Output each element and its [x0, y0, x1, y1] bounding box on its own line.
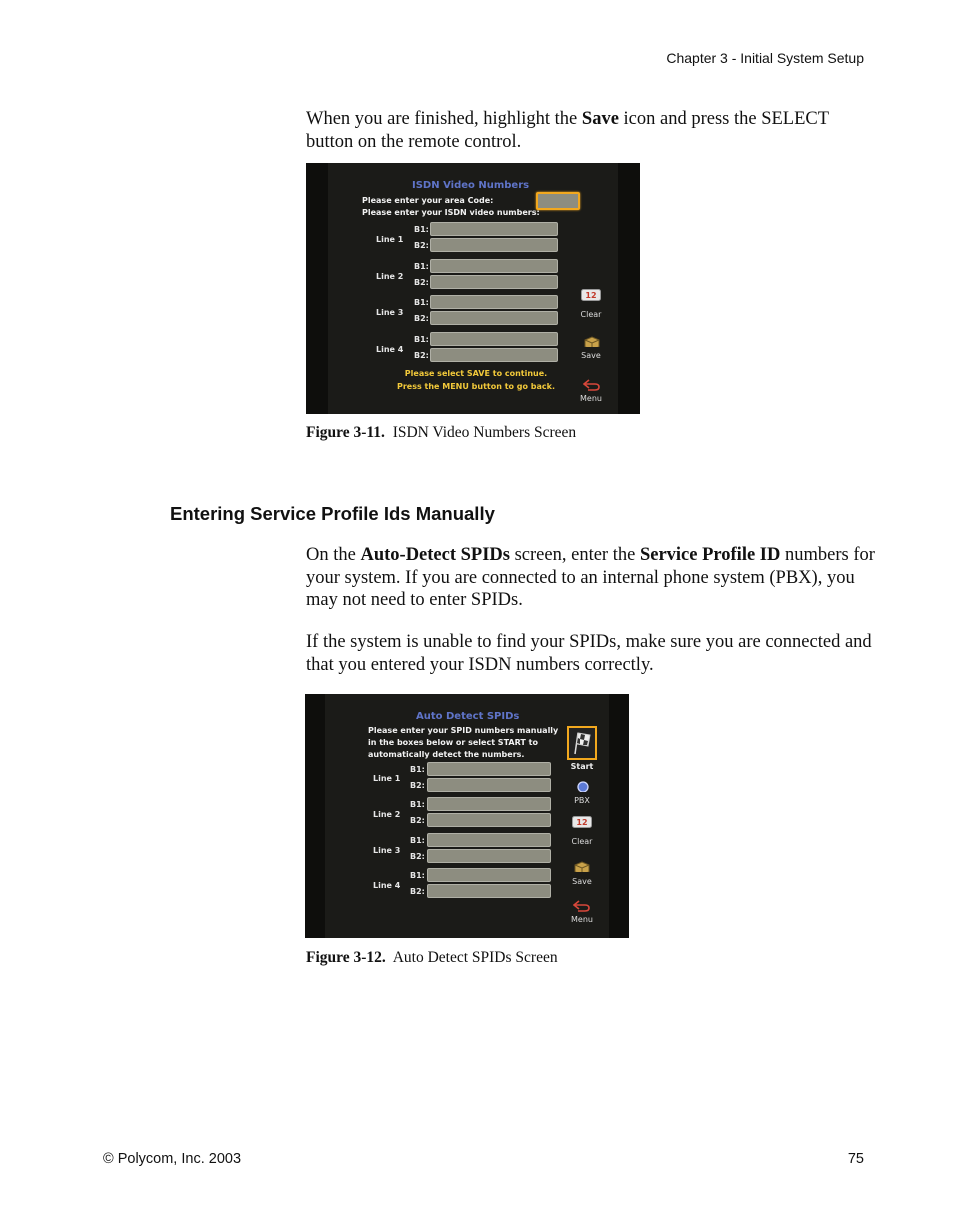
intro-paragraph: When you are finished, highlight the Save icon and press the SELECT button on the remote control.: [306, 109, 829, 152]
line-4-b2-label: B2:: [414, 351, 429, 360]
figure-3-11-caption: Figure 3-11. ISDN Video Numbers Screen: [306, 424, 577, 441]
spid-paragraph-2: If the system is unable to find your SPIDs, make sure you are connected and that you entered your ISDN numbers correctly.: [306, 632, 872, 675]
line-1-b2-field[interactable]: [427, 778, 551, 792]
line-3-label: Line 3: [373, 846, 401, 855]
line-3-b1-field[interactable]: [430, 295, 558, 309]
line-1-b1-field[interactable]: [430, 222, 558, 236]
line-4-b2-label: B2:: [410, 887, 425, 896]
line-2-b2-label: B2:: [414, 278, 429, 287]
clear-icon: [581, 289, 601, 301]
copyright: © Polycom, Inc. 2003: [103, 1151, 242, 1167]
save-note: Please select SAVE to continue.: [404, 369, 548, 378]
save-icon: [573, 860, 593, 872]
page-number: 75: [847, 1151, 864, 1167]
line-3-label: Line 3: [376, 308, 404, 317]
line-1-b1-label: B1:: [410, 765, 425, 774]
line-2-b2-label: B2:: [410, 816, 425, 825]
line-1-b2-field[interactable]: [430, 238, 558, 252]
line-4-label: Line 4: [376, 345, 404, 354]
line-2-b1-label: B1:: [410, 800, 425, 809]
line-4-b1-label: B1:: [410, 871, 425, 880]
line-3-b2-field[interactable]: [430, 311, 558, 325]
line-1-b1-label: B1:: [414, 225, 429, 234]
line-1-label: Line 1: [376, 235, 404, 244]
line-2-b2-field[interactable]: [430, 275, 558, 289]
back-arrow-icon: [573, 900, 593, 912]
video-numbers-prompt: Please enter your ISDN video numbers:: [362, 208, 540, 217]
running-header: Chapter 3 - Initial System Setup: [666, 50, 864, 66]
line-2-b1-field[interactable]: [427, 797, 551, 811]
auto-detect-spids-screenshot: Auto Detect SPIDs Please enter your SPID numbers manually in the boxes below or select START to automatically detect the numbers. Line 1 B1: B2: Line 2 B1: B2: Line 3 B1: B2: Line 4 B1: B2: Start PBX 12 Clear Save Menu: [305, 694, 629, 938]
pbx-radio-icon: [576, 780, 596, 792]
line-3-b2-label: B2:: [410, 852, 425, 861]
line-2-label: Line 2: [376, 272, 404, 281]
line-2-label: Line 2: [373, 810, 401, 819]
line-4-b1-field[interactable]: [427, 868, 551, 882]
line-3-b2-label: B2:: [414, 314, 429, 323]
line-1-b1-field[interactable]: [427, 762, 551, 776]
isdn-video-numbers-screenshot: ISDN Video Numbers Please enter your area Code: Please enter your ISDN video numbers: Line 1 B1: B2: Line 2 B1: B2: Line 3 B1: B2: Line 4 B1: B2: 12 Clear Save Menu Please select SAVE to continue. Press the MENU button to go back.: [306, 163, 640, 414]
line-4-b2-field[interactable]: [430, 348, 558, 362]
screen-title: ISDN Video Numbers: [412, 180, 530, 191]
svg-text:12: 12: [585, 291, 597, 300]
svg-text:12: 12: [576, 818, 588, 827]
spid-prompt-line-2: in the boxes below or select START to: [368, 738, 538, 747]
line-4-b1-field[interactable]: [430, 332, 558, 346]
screen-title: Auto Detect SPIDs: [416, 711, 520, 722]
line-3-b1-label: B1:: [410, 836, 425, 845]
line-4-b1-label: B1:: [414, 335, 429, 344]
line-1-b2-label: B2:: [410, 781, 425, 790]
line-3-b1-field[interactable]: [427, 833, 551, 847]
line-3-b2-field[interactable]: [427, 849, 551, 863]
back-arrow-icon: [583, 379, 603, 391]
line-2-b1-label: B1:: [414, 262, 429, 271]
menu-note: Press the MENU button to go back.: [396, 382, 556, 391]
checkered-flag-icon: [569, 728, 595, 758]
spid-prompt-line-1: Please enter your SPID numbers manually: [368, 726, 559, 735]
figure-3-12-caption: Figure 3-12. Auto Detect SPIDs Screen: [306, 949, 558, 966]
line-4-b2-field[interactable]: [427, 884, 551, 898]
area-code-prompt: Please enter your area Code:: [362, 196, 494, 205]
line-3-b1-label: B1:: [414, 298, 429, 307]
section-heading: Entering Service Profile Ids Manually: [170, 503, 495, 524]
line-1-label: Line 1: [373, 774, 401, 783]
line-4-label: Line 4: [373, 881, 401, 890]
line-2-b2-field[interactable]: [427, 813, 551, 827]
save-icon: [583, 335, 603, 347]
spid-paragraph-1: On the Auto-Detect SPIDs screen, enter the Service Profile ID numbers for your system. If you are connected to an internal phone system (PBX), you may not need to enter SPIDs.: [306, 545, 875, 610]
spid-prompt-line-3: automatically detect the numbers.: [368, 750, 525, 759]
area-code-field[interactable]: [536, 192, 580, 210]
line-1-b2-label: B2:: [414, 241, 429, 250]
clear-icon: [572, 816, 592, 828]
line-2-b1-field[interactable]: [430, 259, 558, 273]
